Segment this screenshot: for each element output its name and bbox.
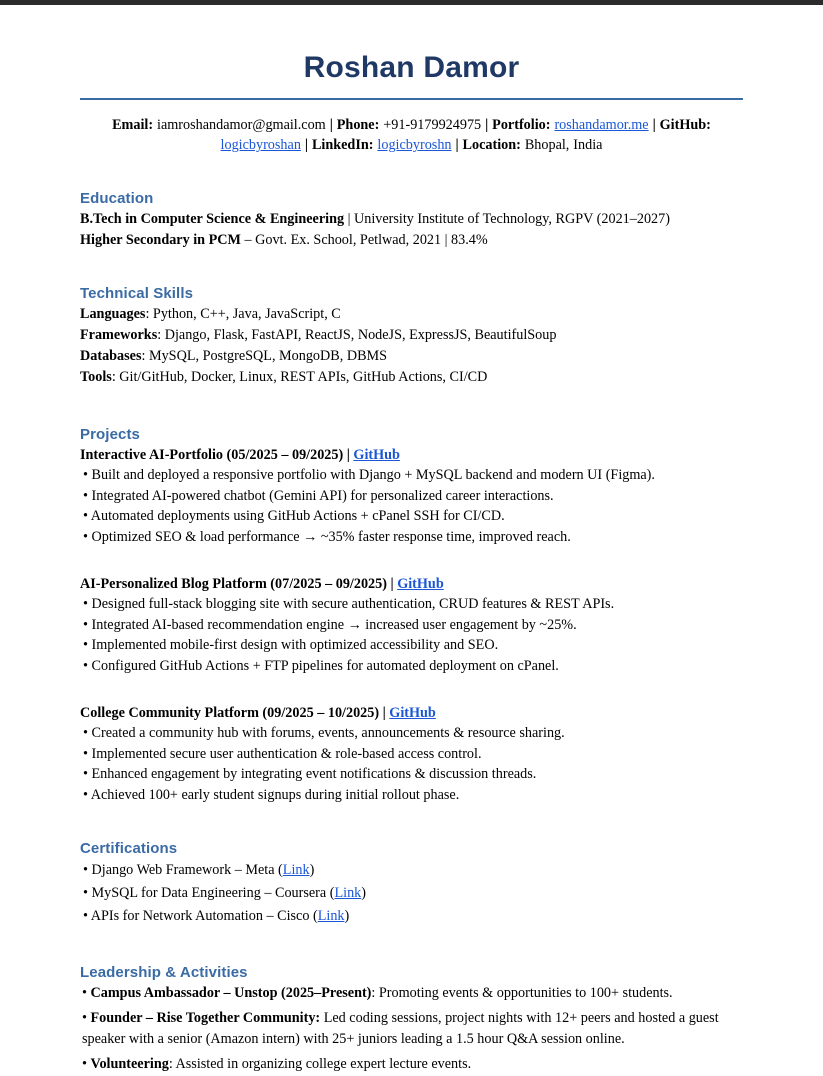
contact-separator: | [652,116,656,133]
project-bullet: • Implemented secure user authentication & role-based access control. [83,745,482,762]
skill-category: Languages [80,306,146,322]
education-degree: Higher Secondary in PCM [80,231,241,248]
project-separator: | [379,704,390,721]
contact-separator: | [485,116,489,133]
leadership-item [80,1008,743,1051]
skill-row [80,367,743,387]
project-bullet: • Automated deployments using GitHub Actions + cPanel SSH for CI/CD. [83,508,505,525]
project-title [80,445,743,466]
portfolio-label: Portfolio: [492,116,551,133]
phone-label: Phone: [336,116,380,133]
skill-category: Frameworks [80,327,158,344]
section-title-technical-skills: Technical Skills [80,285,194,302]
education-item [80,230,743,250]
section-title-projects: Projects [80,425,140,443]
skill-values: : Python, C++, Java, JavaScript, C [145,306,341,322]
project-item [80,703,743,806]
linkedin-link[interactable]: logicbyroshn [377,137,452,154]
header-divider [80,98,743,100]
leadership-item [80,983,743,1004]
project-bullet: • Configured GitHub Actions + FTP pipelines for automated deployment on cPanel. [83,657,559,674]
education-list [80,209,743,250]
page-title: Roshan Damor [303,51,520,84]
skill-category: Tools [80,369,112,386]
portfolio-link[interactable]: roshandamor.me [554,116,649,133]
certification-link[interactable]: Link [334,884,362,901]
education-degree: B.Tech in Computer Science & Engineering [80,210,345,227]
contact-line [80,115,743,156]
github-link[interactable]: logicbyroshan [220,137,301,154]
project-bullet: • Integrated AI-powered chatbot (Gemini API) for personalized career interactions. [83,487,554,504]
skill-values: : MySQL, PostgreSQL, MongoDB, DBMS [141,348,388,365]
leadership-role: Volunteering [90,1056,169,1073]
location-label: Location: [462,137,521,154]
project-github-link[interactable]: GitHub [353,446,400,463]
education-separator: | [344,210,354,227]
education-detail: University Institute of Technology, RGPV (2021–2027) [353,210,670,227]
skill-values: : Git/GitHub, Docker, Linux, REST APIs, GitHub Actions, CI/CD [111,369,488,386]
linkedin-label: LinkedIn: [311,137,374,154]
skill-row [80,346,743,366]
project-bullet: • Built and deployed a responsive portfolio with Django + MySQL backend and modern UI (Figma). [83,467,655,484]
project-bullet: • Enhanced engagement by integrating event notifications & discussion threads. [83,766,537,783]
leadership-detail: Led coding sessions, project nights with 12+ peers and hosted a guest speaker with a senior (Amazon intern) with 25+ juniors leading a 1.5 hour Q&A session online. [82,1009,719,1048]
certification-text: • MySQL for Data Engineering – Coursera ( [83,884,335,901]
section-technical-skills [80,285,743,388]
skill-values: : Django, Flask, FastAPI, ReactJS, NodeJS, ExpressJS, BeautifulSoup [157,327,557,344]
project-separator: | [386,575,398,592]
section-projects [80,426,743,806]
contact-separator: | [455,137,459,154]
project-bullet: • Created a community hub with forums, events, announcements & resource sharing. [83,725,565,742]
section-title-leadership-activities: Leadership & Activities [80,963,248,981]
leadership-bullet: • [82,1056,91,1073]
project-bullet: • Achieved 100+ early student signups during initial rollout phase. [83,786,460,803]
project-bullet: • Optimized SEO & load performance → ~35% faster response time, improved reach. [83,529,571,545]
section-education [80,190,743,250]
project-item [80,574,743,677]
certification-link[interactable]: Link [282,861,310,878]
project-separator: | [343,446,354,463]
skill-row [80,304,743,324]
project-title [80,703,743,724]
section-title-education: Education [80,189,154,207]
leadership-detail: : Promoting events & opportunities to 100+ students. [371,984,673,1001]
leadership-bullet: • [82,984,91,1001]
skill-row [80,325,743,345]
section-title-certifications: Certifications [80,839,178,857]
education-item [80,209,743,229]
certification-text: • APIs for Network Automation – Cisco ( [83,907,318,924]
leadership-item [80,1054,743,1075]
leadership-role: Campus Ambassador – Unstop (2025–Present) [90,984,372,1001]
leadership-detail: : Assisted in organizing college expert lecture events. [168,1056,472,1073]
project-item [80,445,743,548]
project-bullet: • Implemented mobile-first design with optimized accessibility and SEO. [83,637,499,654]
project-name: AI-Personalized Blog Platform (07/2025 – 09/2025) [80,575,387,592]
resume-content [0,5,823,1076]
section-certifications [80,840,743,928]
section-leadership-activities [80,964,743,1076]
location-value: Bhopal, India [524,137,603,154]
certification-text: • Django Web Framework – Meta ( [83,861,283,878]
contact-separator: | [304,137,308,154]
github-label: GitHub: [659,116,711,133]
education-separator: – [240,231,256,248]
certification-text-close: ) [309,861,315,878]
certification-text-close: ) [344,907,350,924]
project-github-link[interactable]: GitHub [397,575,444,592]
education-detail: Govt. Ex. School, Petlwad, 2021 | 83.4% [255,231,488,248]
project-bullet: • Integrated AI-based recommendation engine → increased user engagement by ~25%. [83,616,577,633]
phone-value: +91-9179924975 [383,116,482,133]
certification-item [80,905,743,928]
skill-category: Databases [80,348,142,365]
leadership-role: Founder – Rise Together Community: [90,1009,321,1026]
certification-link[interactable]: Link [317,907,345,924]
contact-separator: | [329,116,333,133]
skills-list [80,304,743,388]
project-name: College Community Platform (09/2025 – 10/2025) [80,704,380,721]
project-name: Interactive AI-Portfolio (05/2025 – 09/2025) [80,446,344,463]
project-github-link[interactable]: GitHub [389,704,436,721]
leadership-bullet: • [82,1009,91,1026]
project-bullet: • Designed full-stack blogging site with secure authentication, CRUD features & REST APIs. [83,596,615,613]
certification-item [80,882,743,905]
certification-text-close: ) [361,884,367,901]
project-title [80,574,743,595]
email-value: iamroshandamor@gmail.com [157,116,326,133]
certification-item [80,859,743,882]
email-label: Email: [112,116,154,133]
